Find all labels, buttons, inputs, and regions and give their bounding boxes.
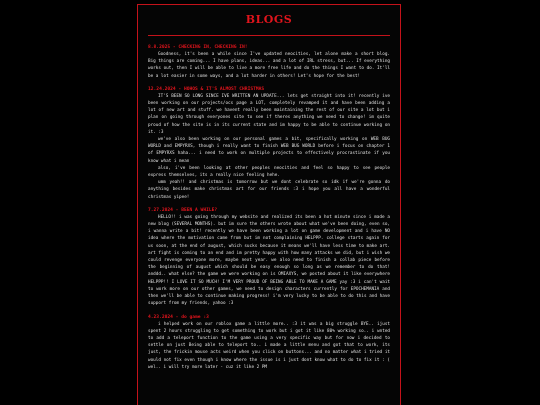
post-paragraph: IT'S BEEN SO LONG SINCE IVE WRITTEN AN UPDATE... lets get straight into it! recently ive been working on our projects/ocs page a LOT, completely revamped it and have been adding a lot of new art and stuff. we havent really been maintaining the rest of our site a lot but i plan on going through everyones site to see if theres anything we need to change! im quite proud of how the site is in its current state and im happy to be able to continue working on it. :3 <box>148 93 390 135</box>
post-body <box>148 321 390 371</box>
blog-post <box>148 45 390 80</box>
post-body <box>148 214 390 308</box>
post-title: 7.27.2024 - BEEN A WHILE? <box>148 207 218 213</box>
post-paragraph: umm yeah!! and christmas is tomorrow but we dont celebrate so idk if we're gonna do anything besides make christmas art for our friends :3 i hope you all have a wonderful christmas yipee! <box>148 180 390 200</box>
blog-post <box>148 87 390 201</box>
blog-post <box>148 208 390 308</box>
post-list[interactable] <box>138 36 400 371</box>
post-title: 12.24.2024 - HOHOS & IT'S ALMOST CHRISTMAS <box>148 86 265 92</box>
blog-page <box>137 4 401 405</box>
page-title: BLOGS <box>245 13 293 26</box>
post-paragraph: i helped work on our roblox game a little more.. :3 it was a big struggle BYE.. ijust spent 2 hours struggling to get something to work but i got it like 80% working so.. i wnted to add a teleport function to the game using a very specific way but for now i decided to settle on just Being able to teleport to.. i made a little menu and got that to work, its just, the frickin mouse acts weird when you click on buttons... and no matter what i tried it would not fix even though i know where the issue is i just dont know what to do to fix it : ( wel.. i will try more later - cuz it like 2 PM <box>148 321 390 370</box>
post-paragraph: Goodness, it's been a while since I've updated neocities, let alone make a short blog. Big things are coming... I have plans, ideas... and a lot of IRL stress, but... If everything works out, then I will be able to live a more free life and do the things I want to do. It'll be a lot easier in some ways, and a lot harder in others! Let's hope for the best! <box>148 52 390 79</box>
post-body <box>148 51 390 80</box>
post-body <box>148 93 390 201</box>
post-paragraph: we've also been working on our personal games a bit, specifically working on WEB BUG WORLD and EMPYRXS, though i really want to finish WEB BUG WORLD before i focus on chapter 1 of EMPYRXS haha... i need to work on multiple projects to effectively procrastinate if you know what i mean <box>148 137 390 164</box>
post-paragraph: also, i've been looking at other peoples neocities and feel so happy to see people express themselves, its a really nice feeling hehe. <box>148 165 390 179</box>
post-title: 8.8.2025 - CHECKING IN, CHECKING IN! <box>148 45 248 50</box>
blog-post <box>148 315 390 371</box>
post-title: 4.23.2024 - do game :3 <box>148 314 209 320</box>
post-paragraph: HELLO!! i was going through my website and realized its been a hot minute since i made a new blog (SEVERAL MONTHS). but im sure the others wrote about what we've been doing, even so, i wanna write a bit! recently we have been working a lot on game development and i have NO idea where the motivation came from but im not complaining HELPPP. college starts again for us soon, at the end of august, which sucks because it means we'll have less time to make art. art fight is coming to an end and im pretty happy with how many attacks we did, but i wish we could revenge everyone more, maybe next year. we also need to finish a collab piece before the beginning of august which should be easy enough so long as we remember to do that! anddd.. what else? the game we were working on is OMIAXYS, we posted about it like everywhere HELPPP!! I LOVE IT SO MUCH! I'M VERY PROUD OF BEING ABLE TO MAKE A GAME yay :3 i can't wait to work more on our other games, we need to design characters currently for EPOCHEMANIA and then we'll be able to continue making progress! i'm very lucky to be able to do this and have support from my friends, yahoo :3 <box>148 214 390 307</box>
